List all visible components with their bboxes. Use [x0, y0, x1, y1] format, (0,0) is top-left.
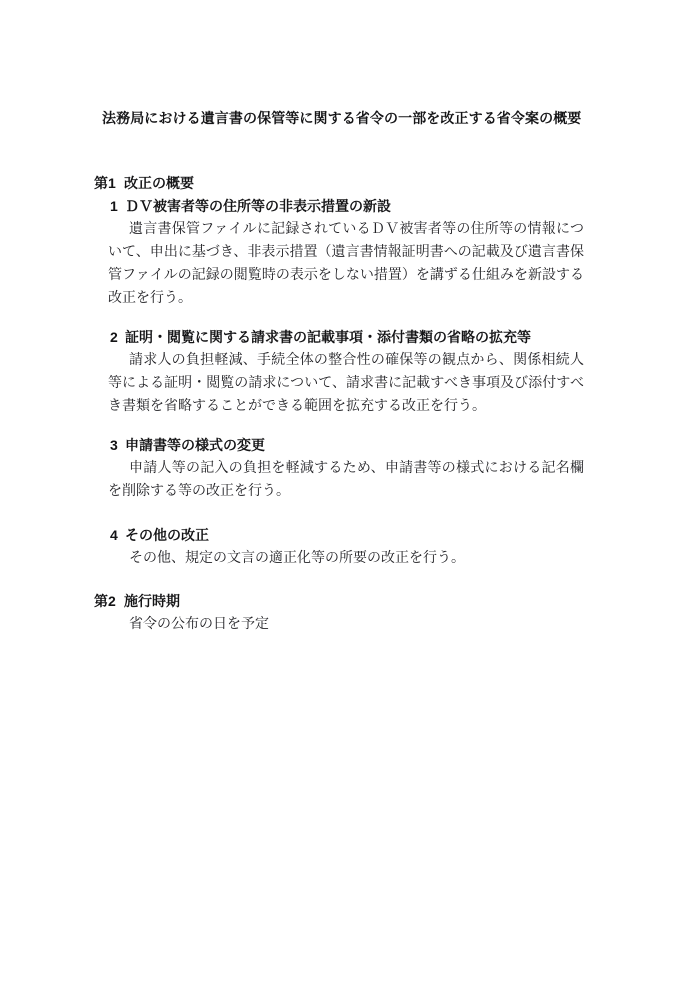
subsection-4-body: その他、規定の文言の適正化等の所要の改正を行う。 [129, 551, 465, 566]
subsection-3-title: 申請書等の様式の変更 [125, 437, 265, 453]
subsection-1 [0, 195, 700, 310]
subsection-1-title: ＤＶ被害者等の住所等の非表示措置の新設 [125, 198, 391, 214]
subsection-2-heading [110, 326, 700, 349]
document-title: 法務局における遺言書の保管等に関する省令の一部を改正する省令案の概要 [102, 110, 582, 126]
section-2-title: 施行時期 [124, 593, 180, 609]
subsection-4 [0, 524, 700, 570]
subsection-1-body: 遺言書保管ファイルに記録されているＤＶ被害者等の住所等の情報について、申出に基づき、非表示措置（遺言書情報証明書への記載及び遺言書保管ファイルの記録の閲覧時の表示をしない措置）を講ずる仕組みを新設する改正を行う。 [108, 222, 584, 306]
section-2-number: 第2 [94, 593, 116, 609]
subsection-2-body: 請求人の負担軽減、手続全体の整合性の確保等の観点から、関係相続人等による証明・閲覧の請求について、請求書に記載すべき事項及び添付すべき書類を省略することができる範囲を拡充する改正を行う。 [108, 353, 584, 414]
section-2-body: 省令の公布の日を予定 [129, 617, 269, 632]
subsection-1-heading [110, 195, 700, 218]
subsection-3-body: 申請人等の記入の負担を軽減するため、申請書等の様式における記名欄を削除する等の改正を行う。 [108, 461, 584, 499]
subsection-3 [0, 434, 700, 503]
section-1-title: 改正の概要 [124, 175, 194, 191]
subsection-2-number: 2 [110, 329, 118, 345]
subsection-3-heading [110, 434, 700, 457]
subsection-1-number: 1 [110, 198, 118, 214]
section-1-heading [94, 172, 700, 195]
section-2-heading [94, 590, 700, 613]
subsection-4-number: 4 [110, 527, 118, 543]
subsection-2 [0, 326, 700, 418]
section-1-number: 第1 [94, 175, 116, 191]
subsection-4-title: その他の改正 [125, 527, 209, 543]
subsection-2-title: 証明・閲覧に関する請求書の記載事項・添付書類の省略の拡充等 [125, 329, 531, 345]
subsection-4-heading [110, 524, 700, 547]
subsection-3-number: 3 [110, 437, 118, 453]
